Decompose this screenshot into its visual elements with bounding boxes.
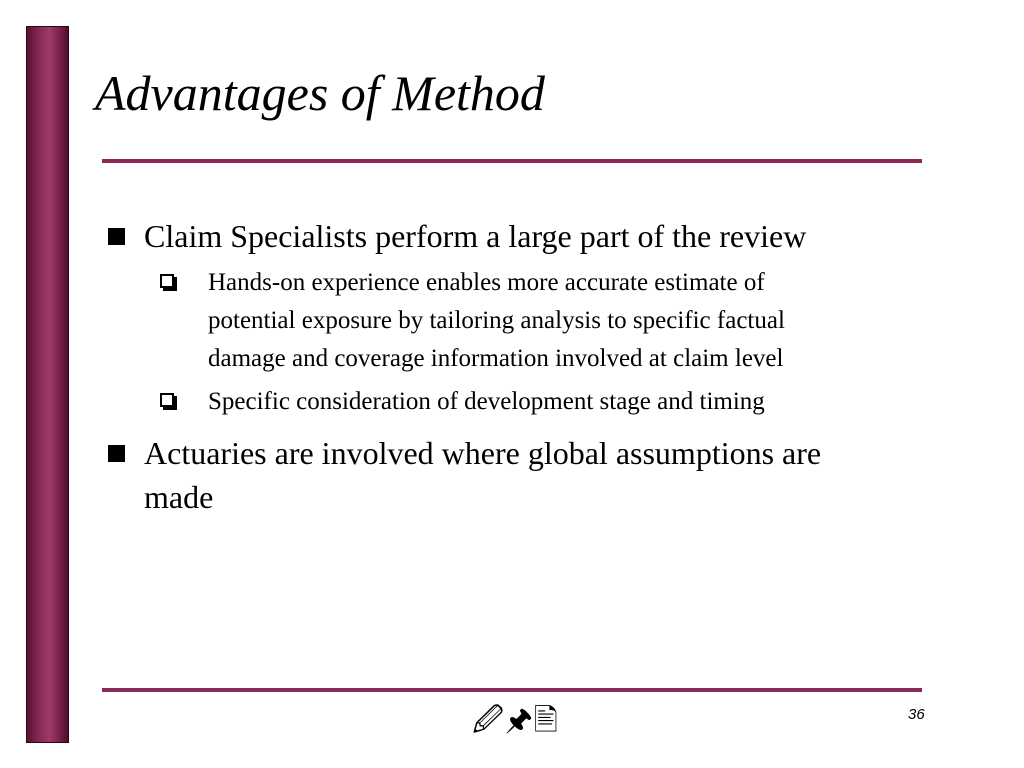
hollow-box-bullet-icon xyxy=(160,393,174,407)
subbullet-1-1-line-2: potential exposure by tailoring analysis to specific factual xyxy=(208,307,785,334)
hollow-box-bullet-icon xyxy=(160,274,174,288)
bullet-2 xyxy=(108,431,938,519)
title-divider xyxy=(102,159,922,163)
footer-logo-glyphs: 🖉🖈🖹 xyxy=(472,703,559,738)
subbullet-1-1-line-1: Hands-on experience enables more accurate estimate of xyxy=(208,269,765,296)
subbullet-1-1-line-3: damage and coverage information involved at claim level xyxy=(208,345,784,372)
footer-divider xyxy=(102,688,922,692)
subbullet-1-2-text: Specific consideration of development stage and timing xyxy=(208,388,765,415)
page-number: 36 xyxy=(908,706,925,723)
bullet-1 xyxy=(108,214,928,258)
subbullet-1-2 xyxy=(160,383,940,421)
slide-title: Advantages of Method xyxy=(95,65,545,121)
square-bullet-icon xyxy=(108,445,125,462)
square-bullet-icon xyxy=(108,228,125,245)
bullet-2-line-1: Actuaries are involved where global assumptions are xyxy=(144,435,822,471)
bullet-1-text: Claim Specialists perform a large part of the review xyxy=(144,218,807,254)
decorative-side-bar xyxy=(26,26,69,743)
bullet-2-line-2: made xyxy=(144,479,214,515)
subbullet-1-1 xyxy=(160,264,940,378)
